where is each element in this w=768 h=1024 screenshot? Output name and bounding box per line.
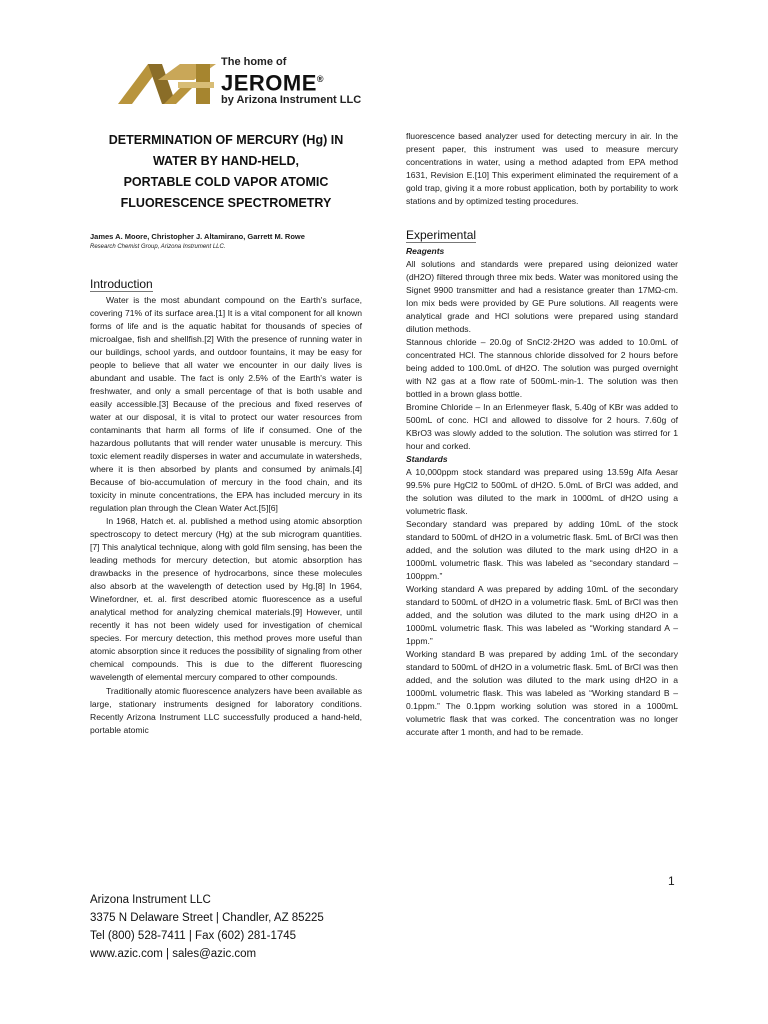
title-line: DETERMINATION OF MERCURY (Hg) IN — [108, 133, 344, 147]
azi-logo-mark-icon — [118, 58, 216, 104]
title-line: PORTABLE COLD VAPOR ATOMIC — [123, 175, 329, 189]
intro-paragraph-1: Water is the most abundant compound on the Earth's surface, covering 71% of its surface area.[1] It is a vital component for all known forms of life and is the aquatic habitat for thousands of species of microalgae, fish and shellfish.[2] With the presence of running water in our buildings, school yards, and outdoor fountains, it may be easy for people to believe that all water we encounter in our daily lives is abundant and usable. The fact is only 2.5% of the Earth's water is freshwater, and only a small percentage of that is both usable and easily accessible.[3] Because of the precious and fixed reserves of water at our disposal, it is vital to protect our water resources from contaminants that harm all forms of life if consumed. One of the hazardous pollutants that will render water unusable is mercury. This toxic element readily disperses in water and accumulate in watersheds, where it is then absorbed by plants and consumed by animals.[4] Because of bio-accumulation of mercury in the food chain, and its toxicity in minute concentrations, the EPA has included mercury in its regulation plan through the Clean Water Act.[5][6] — [90, 295, 362, 513]
intro-continuation: fluorescence based analyzer used for detecting mercury in air. In the present paper, this instrument was used to measure mercury concentrations in water, using a method adapted from EPA method 1631, Revision E.[10] This experiment eliminated the requirement of a gold trap, giving it a more robust application, both by portability to work stations and by optimized testing procedures. — [406, 131, 678, 206]
logo-tagline: The home of — [221, 56, 287, 68]
registered-mark: ® — [316, 74, 325, 84]
left-column — [90, 130, 362, 737]
standards-paragraph-3: Working standard A was prepared by adding 10mL of the secondary standard to 500mL of dH2O in a volumetric flask. 5mL of BrCl was then added, and the solution was diluted to the mark using dH2O in a 1000mL volumetric flask. This was labeled as “Working standard A – 1ppm.” — [406, 584, 678, 646]
standards-paragraph-2: Secondary standard was prepared by adding 10mL of the stock standard to 500mL of dH2O in a volumetric flask. 5mL of BrCl was then added, and the solution was diluted to the mark using dH2O in a 1000mL volumetric flask. This was labeled as “secondary standard – 100ppm.” — [406, 519, 678, 581]
footer-company: Arizona Instrument LLC — [90, 894, 211, 906]
footer-web: www.azic.com | sales@azic.com — [90, 948, 257, 960]
footer-contact — [90, 891, 390, 963]
footer-address: 3375 N Delaware Street | Chandler, AZ 85225 — [90, 912, 324, 924]
intro-paragraph-2: In 1968, Hatch et. al. published a method using atomic absorption spectroscopy to detect mercury (Hg) at the sub microgram quantities.[7] This analytical technique, along with gold film sensing, has been the leading methods for mercury detection, but atomic absorption has drawbacks in the presence of hydrocarbons, since these molecules also absorb at the wavelength of detection used by Hg.[8] In 1964, Winefordner, et. al. first described atomic fluorescence as a useful analytical method for analyzing chemical materials.[9] However, until recently it has not been widely used for investigation of chemical species. For mercury detection, this method proves more useful than atomic absorption since it reduces the possibility of signaling from other chemical compounds. This is due to the different fluorescing wavelength of elemental mercury compared to other compounds. — [90, 516, 362, 682]
reagents-paragraph-3: Bromine Chloride – In an Erlenmeyer flask, 5.40g of KBr was added to 500mL of conc. HCl and allowed to dissolve for 2 hours. 7.60g of KBrO3 was slowly added to the solution. The solution was stirred for 1 hour and corked. — [406, 402, 678, 451]
logo-brand — [221, 68, 361, 94]
title-line: FLUORESCENCE SPECTROMETRY — [120, 196, 332, 210]
logo-company: by Arizona Instrument LLC — [221, 94, 362, 107]
title-line: WATER BY HAND-HELD, — [152, 154, 300, 168]
logo-brand-name: JEROME — [221, 70, 317, 96]
intro-paragraph-3: Traditionally atomic fluorescence analyzers have been available as large, stationary instruments designed for laboratory conditions. Recently Arizona Instrument LLC successfully produced a hand-held, portable atomic — [90, 686, 362, 735]
standards-paragraph-1: A 10,000ppm stock standard was prepared using 13.59g Alfa Aesar 99.5% pure HgCl2 to 500mL of dH2O. 5.0mL of BrCl was added, and the solution was diluted to the mark in 1000mL of dH2O using a volumetric flask. — [406, 467, 678, 516]
affiliation: Research Chemist Group, Arizona Instrument LLC. — [90, 244, 226, 250]
experimental-heading: Experimental — [406, 228, 477, 242]
standards-paragraph-4: Working standard B was prepared by adding 1mL of the secondary standard to 500mL of dH2O in a volumetric flask. 5mL of BrCl was then added, and the solution was diluted to the mark using dH2O in a 1000mL volumetric flask. This was labeled as “Working standard B – 0.1ppm.” The 0.1ppm working solution was stored in a 1000mL volumetric flask that was corked. The concentration was no longer accurate after 1 month, and had to be remade. — [406, 649, 678, 737]
page-number: 1 — [668, 874, 675, 888]
reagents-paragraph-2: Stannous chloride – 20.0g of SnCl2·2H2O was added to 10.0mL of concentrated HCl. The stannous chloride dissolved for 2 hours before being added to 100.0mL of dH2O. The solution was purged overnight with N2 gas at a flow rate of 500mL·min-1. The solution was then bottled in a brown glass bottle. — [406, 337, 678, 399]
paper-title — [90, 130, 362, 214]
right-column — [406, 130, 678, 739]
introduction-heading: Introduction — [90, 277, 153, 291]
author-list: James A. Moore, Christopher J. Altamirano, Garrett M. Rowe — [90, 232, 305, 241]
reagents-paragraph-1: All solutions and standards were prepared using deionized water (dH2O) filtered through three mix beds. Water was monitored using the Signet 9900 transmitter and had a resistance greater than 17MΩ-cm. Ion mix beds were provided by GE Pure solutions. All reagents were analytical grade and HCl solutions were prepared using standard dilution methods. — [406, 259, 678, 334]
standards-heading: Standards — [406, 454, 448, 464]
footer-phone: Tel (800) 528-7411 | Fax (602) 281-1745 — [90, 930, 297, 942]
company-logo — [118, 56, 418, 108]
logo-text — [221, 56, 361, 106]
reagents-heading: Reagents — [406, 246, 445, 256]
